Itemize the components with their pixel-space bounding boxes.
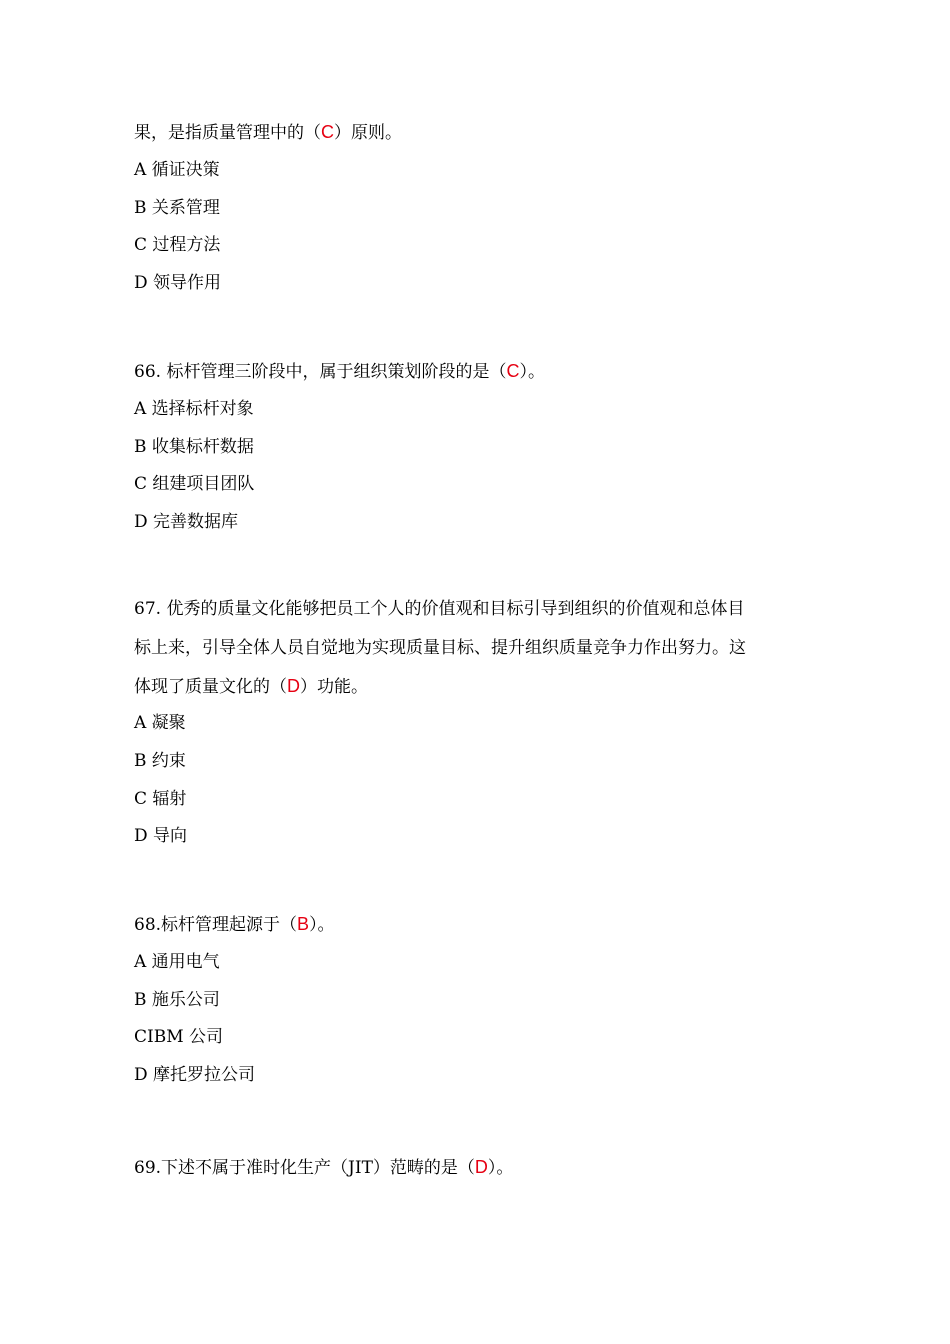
option-d: D 完善数据库 bbox=[134, 512, 239, 532]
answer-mark: C bbox=[321, 122, 334, 142]
question-text: 68.标杆管理起源于（ bbox=[134, 915, 298, 935]
question-67-stem-line1: 67. 优秀的质量文化能够把员工个人的价值观和目标引导到组织的价值观和总体目 bbox=[134, 599, 745, 619]
option-c: C 过程方法 bbox=[134, 235, 221, 255]
option-b: B 约束 bbox=[134, 751, 186, 771]
answer-mark: C bbox=[506, 361, 520, 381]
question-text: 体现了质量文化的（ bbox=[134, 677, 287, 697]
question-69-stem bbox=[134, 1155, 513, 1180]
question-text: 66. 标杆管理三阶段中，属于组织策划阶段的是（ bbox=[134, 362, 507, 382]
question-text-end: ）。 bbox=[309, 915, 335, 935]
option-a: A 循证决策 bbox=[134, 160, 220, 180]
question-text-end: ）。 bbox=[519, 362, 545, 382]
question-stem-continued bbox=[134, 120, 402, 145]
question-text-end: ）原则。 bbox=[334, 123, 402, 143]
option-c: C 组建项目团队 bbox=[134, 474, 255, 494]
option-d: D 导向 bbox=[134, 826, 188, 846]
option-c: C 辐射 bbox=[134, 789, 187, 809]
question-text: 69.下述不属于准时化生产（JIT）范畴的是（ bbox=[134, 1158, 475, 1178]
question-text-end: ）功能。 bbox=[300, 677, 368, 697]
answer-mark: D bbox=[287, 676, 300, 696]
question-67-stem-line3 bbox=[134, 674, 368, 699]
answer-mark: B bbox=[297, 914, 310, 934]
question-66-stem bbox=[134, 359, 545, 384]
option-a: A 凝聚 bbox=[134, 713, 186, 733]
option-d: D 领导作用 bbox=[134, 273, 222, 293]
question-67-stem-line2: 标上来，引导全体人员自觉地为实现质量目标、提升组织质量竞争力作出努力。这 bbox=[134, 638, 746, 658]
option-a: A 选择标杆对象 bbox=[134, 399, 254, 419]
option-b: B 关系管理 bbox=[134, 198, 220, 218]
question-text-end: ）。 bbox=[487, 1158, 514, 1178]
option-b: B 施乐公司 bbox=[134, 990, 220, 1010]
option-b: B 收集标杆数据 bbox=[134, 437, 254, 457]
option-a: A 通用电气 bbox=[134, 952, 220, 972]
option-d: D 摩托罗拉公司 bbox=[134, 1065, 256, 1085]
option-c: CIBM 公司 bbox=[134, 1027, 224, 1047]
question-text: 果，是指质量管理中的（ bbox=[134, 123, 321, 143]
answer-mark: D bbox=[474, 1157, 488, 1177]
question-68-stem bbox=[134, 912, 335, 937]
